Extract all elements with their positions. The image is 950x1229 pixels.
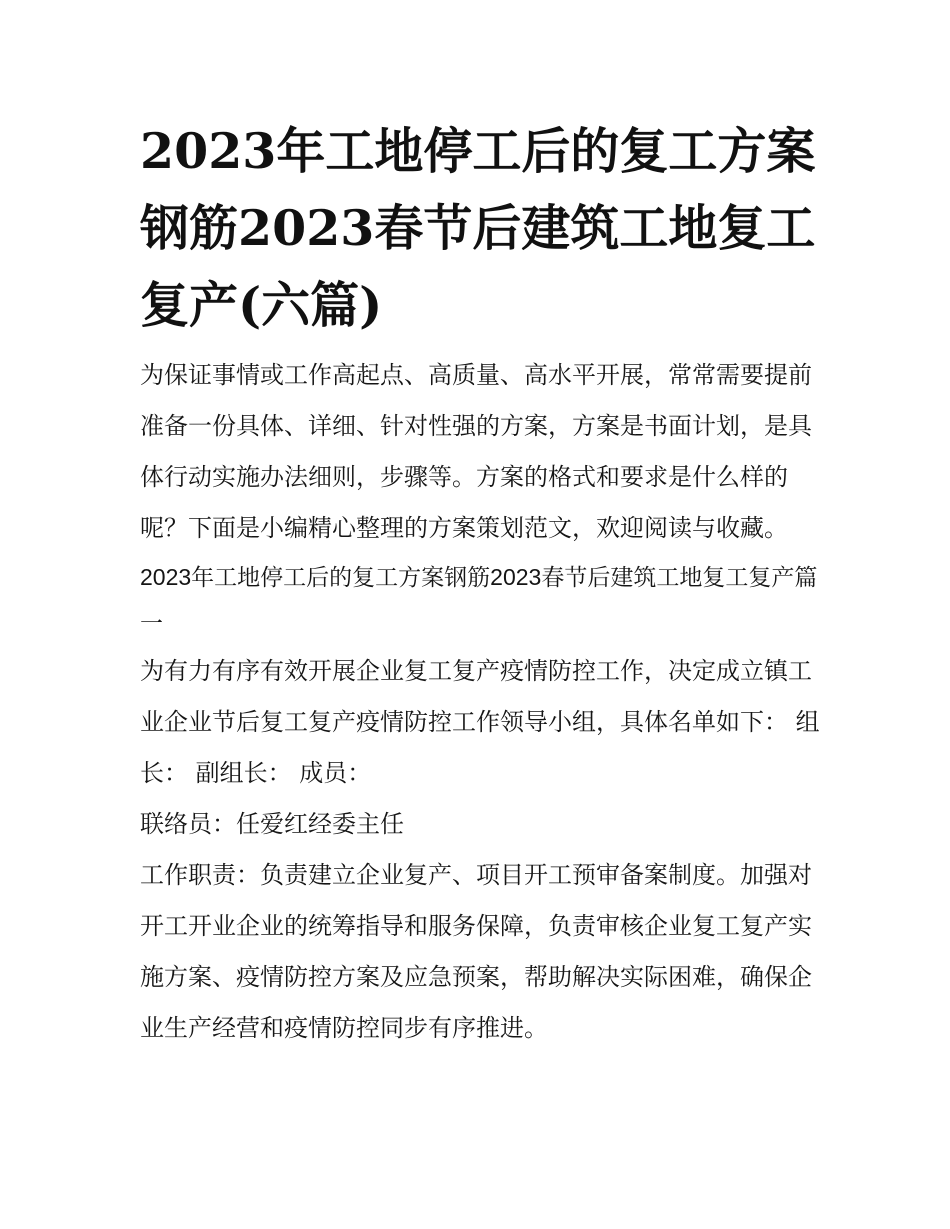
document-page — [140, 0, 820, 1054]
body-paragraph-3: 工作职责：负责建立企业复产、项目开工预审备案制度。加强对开工开业企业的统筹指导和服务保障，负责审核企业复工复产实施方案、疫情防控方案及应急预案，帮助解决实际困难，确保企业生产经营和疫情防控同步有序推进。 — [140, 861, 812, 1042]
body-paragraph-2: 联络员：任爱红经委主任 — [140, 810, 404, 838]
body-paragraph-1: 为有力有序有效开展企业复工复产疫情防控工作，决定成立镇工业企业节后复工复产疫情防控工作领导小组，具体名单如下： 组长： 副组长： 成员： — [140, 657, 820, 787]
intro-paragraph: 为保证事情或工作高起点、高质量、高水平开展，常常需要提前准备一份具体、详细、针对性强的方案，方案是书面计划，是具体行动实施办法细则，步骤等。方案的格式和要求是什么样的呢？下面是小编精心整理的方案策划范文，欢迎阅读与收藏。 — [140, 361, 812, 542]
section-heading: 2023年工地停工后的复工方案钢筋2023春节后建筑工地复工复产篇一 — [140, 564, 818, 636]
document-title: 2023年工地停工后的复工方案钢筋2023春节后建筑工地复工复产(六篇) — [140, 122, 816, 334]
